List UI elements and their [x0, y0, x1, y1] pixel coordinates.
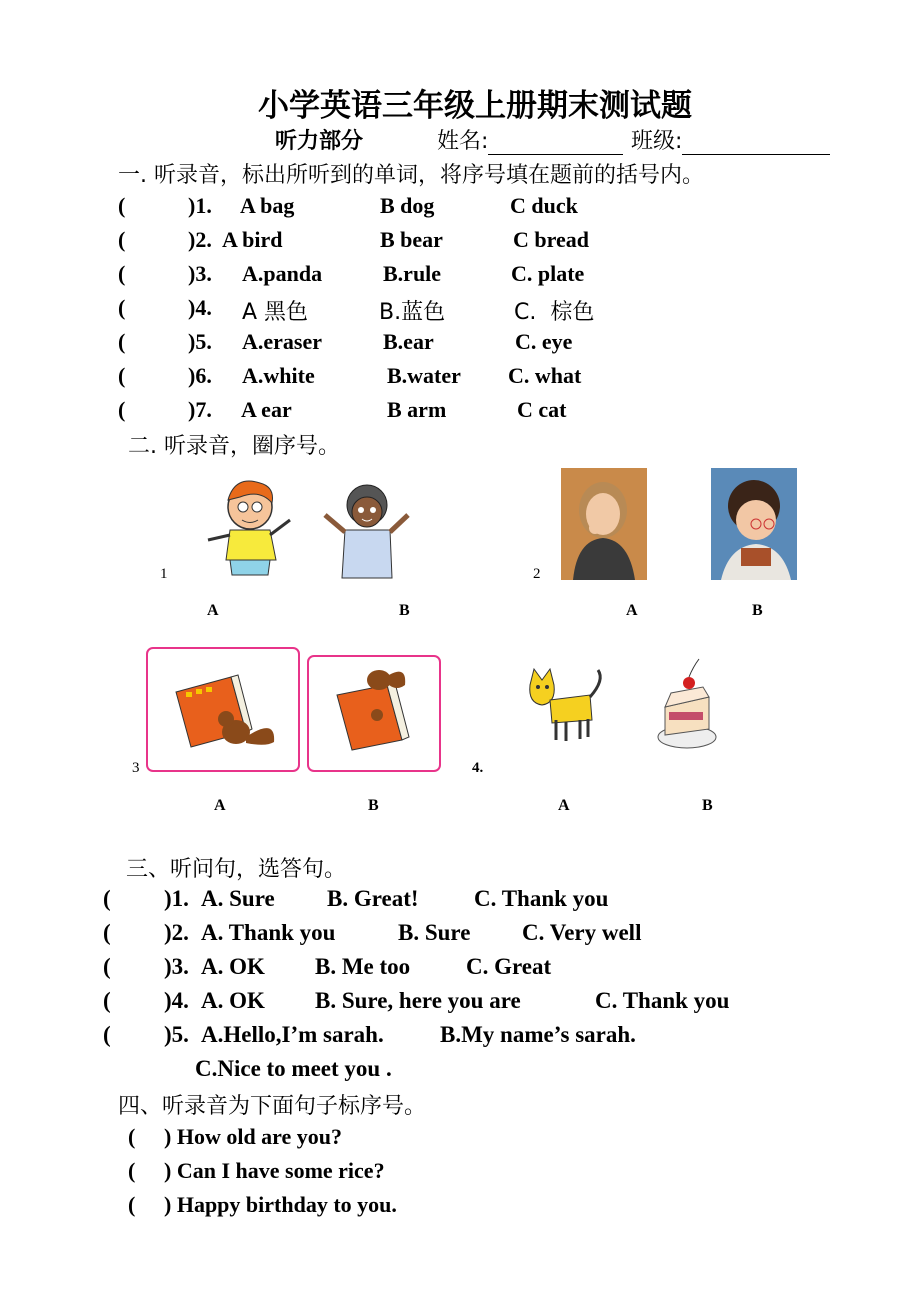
book-squirrel-a-image	[146, 647, 300, 772]
answer-paren[interactable]: (	[118, 227, 126, 252]
question-number: )7.	[188, 397, 212, 422]
girl-cartoon-image	[320, 480, 415, 580]
sentence-text: ) Can I have some rice?	[164, 1158, 385, 1183]
section4-heading: 四、听录音为下面句子标序号。	[118, 1094, 427, 1119]
answer-paren[interactable]: (	[118, 329, 126, 354]
class-label: 班级:	[631, 124, 830, 155]
option-a: A. Thank you	[201, 920, 336, 945]
name-field[interactable]	[488, 134, 623, 155]
option-c: C. plate	[511, 261, 585, 286]
option-b: B. Great!	[327, 886, 419, 911]
option-a: A.Hello,I’m sarah.	[201, 1022, 384, 1047]
question-number: )1.	[188, 193, 212, 218]
name-label: 姓名:	[437, 124, 623, 155]
option-a: A.panda	[242, 261, 323, 286]
section1-heading: 一. 听录音，标出所听到的单词，将序号填在题前的括号内。	[118, 163, 704, 188]
option-b: B.water	[387, 363, 461, 388]
option-b: B.My name’s sarah.	[440, 1022, 636, 1047]
answer-paren[interactable]: (	[103, 1022, 111, 1047]
boy-cartoon-image	[200, 475, 300, 580]
option-a: A ear	[241, 397, 292, 422]
question-number: )3.	[164, 954, 189, 979]
part-label: 听力部分	[275, 129, 364, 154]
option-c: C duck	[510, 193, 578, 218]
option-a: A.eraser	[242, 329, 323, 354]
question-number: )4.	[164, 988, 189, 1013]
answer-paren[interactable]: (	[128, 1192, 136, 1217]
option-c: C. eye	[515, 329, 573, 354]
answer-paren[interactable]: (	[103, 954, 111, 979]
option-a: A.white	[242, 363, 315, 388]
sentence-text: ) How old are you?	[164, 1124, 343, 1149]
q4-option-b[interactable]: B	[702, 797, 713, 814]
option-c: C. Great	[466, 954, 552, 979]
option-c: C cat	[517, 397, 567, 422]
q1-option-b[interactable]: B	[399, 602, 410, 619]
option-a: A. Sure	[201, 886, 275, 911]
option-a: A 黑色	[242, 300, 309, 325]
answer-paren[interactable]: (	[128, 1158, 136, 1183]
q2-option-a[interactable]: A	[626, 602, 638, 619]
option-b: B. Sure	[398, 920, 471, 945]
question-number: )3.	[188, 261, 212, 286]
answer-paren[interactable]: (	[118, 363, 126, 388]
answer-paren[interactable]: (	[103, 920, 111, 945]
option-a: A. OK	[201, 988, 265, 1013]
question-number: )4.	[188, 295, 212, 320]
q4-option-a[interactable]: A	[558, 797, 570, 814]
option-a: A bag	[240, 193, 295, 218]
q3-number: 3	[132, 760, 140, 776]
option-b: B dog	[380, 193, 435, 218]
option-c: C. Thank you	[595, 988, 730, 1013]
option-c: C. Thank you	[474, 886, 609, 911]
option-c: C. what	[508, 363, 582, 388]
q2-option-b[interactable]: B	[752, 602, 763, 619]
page-title: 小学英语三年级上册期末测试题	[258, 88, 692, 124]
option-c: C. Very well	[522, 920, 642, 945]
class-field[interactable]	[682, 134, 830, 155]
option-b: B arm	[387, 397, 447, 422]
q3-option-b[interactable]: B	[368, 797, 379, 814]
cake-image	[657, 657, 719, 752]
option-c: C.Nice to meet you .	[195, 1056, 392, 1081]
option-b: B.蓝色	[379, 300, 446, 325]
book-squirrel-b-image	[307, 655, 441, 772]
option-c: C bread	[513, 227, 589, 252]
option-b: B.ear	[383, 329, 434, 354]
question-number: )5.	[164, 1022, 189, 1047]
option-c: C. 棕色	[514, 300, 595, 325]
option-b: B bear	[380, 227, 443, 252]
answer-paren[interactable]: (	[103, 886, 111, 911]
answer-paren[interactable]: (	[118, 193, 126, 218]
q2-number: 2	[533, 566, 541, 582]
q1-option-a[interactable]: A	[207, 602, 219, 619]
option-b: B.rule	[383, 261, 442, 286]
answer-paren[interactable]: (	[118, 397, 126, 422]
question-number: )6.	[188, 363, 212, 388]
section2-heading: 二. 听录音，圈序号。	[128, 434, 340, 459]
option-b: B. Sure, here you are	[315, 988, 521, 1013]
question-number: )2.	[188, 227, 212, 252]
q3-option-a[interactable]: A	[214, 797, 226, 814]
option-b: B. Me too	[315, 954, 411, 979]
option-a: A bird	[222, 227, 283, 252]
question-number: )5.	[188, 329, 212, 354]
boy-reading-photo-image	[711, 468, 797, 580]
q4-number: 4.	[472, 760, 484, 776]
answer-paren[interactable]: (	[118, 295, 126, 320]
answer-paren[interactable]: (	[118, 261, 126, 286]
answer-paren[interactable]: (	[128, 1124, 136, 1149]
answer-paren[interactable]: (	[103, 988, 111, 1013]
section3-heading: 三、听问句，选答句。	[126, 857, 347, 882]
cat-image	[520, 665, 610, 745]
sentence-text: ) Happy birthday to you.	[164, 1192, 397, 1217]
question-number: )1.	[164, 886, 189, 911]
question-number: )2.	[164, 920, 189, 945]
girl-photo-image	[561, 468, 647, 580]
option-a: A. OK	[201, 954, 265, 979]
q1-number: 1	[160, 566, 168, 582]
